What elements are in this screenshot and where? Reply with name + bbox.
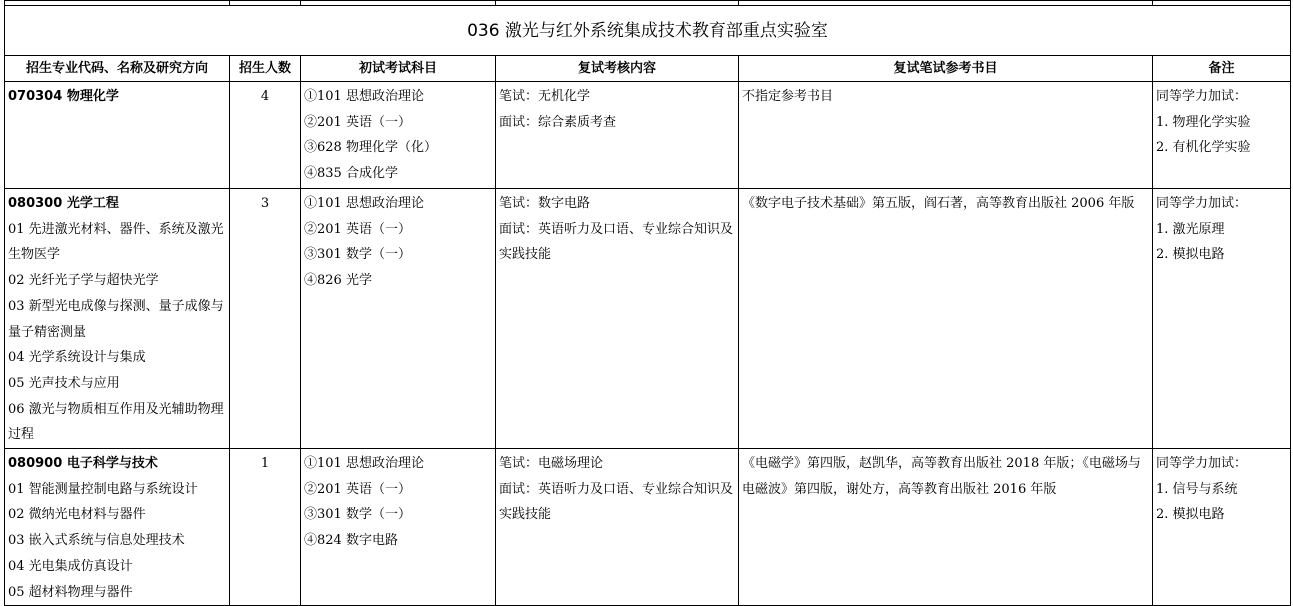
notes-cell: 同等学力加试： 1. 信号与系统 2. 模拟电路 [1153, 449, 1291, 606]
section-title-row [5, 6, 1291, 56]
direction-item: 01 先进激光材料、器件、系统及激光生物医学 [8, 221, 224, 263]
direction-item: 05 光声技术与应用 [8, 375, 120, 391]
direction-item: 05 超材料物理与器件 [8, 584, 133, 600]
header-books: 复试笔试参考书目 [739, 56, 1153, 82]
admissions-table [4, 0, 1291, 606]
retest-cell: 笔试：电磁场理论 面试：英语听力及口语、专业综合知识及实践技能 [496, 449, 739, 606]
direction-item: 03 新型光电成像与探测、量子成像与量子精密测量 [8, 298, 224, 340]
major-cell [5, 189, 230, 449]
table-row [5, 449, 1291, 606]
table-row [5, 82, 1291, 189]
direction-item: 04 光电集成仿真设计 [8, 558, 133, 574]
exam-cell: ①101 思想政治理论 ②201 英语（一） ③301 数学（一） ④824 数字电路 [301, 449, 496, 606]
books-cell: 《电磁学》第四版，赵凯华，高等教育出版社 2018 年版；《电磁场与电磁波》第四版，谢处方，高等教育出版社 2016 年版 [739, 449, 1153, 606]
header-exam: 初试考试科目 [301, 56, 496, 82]
notes-cell: 同等学力加试： 1. 激光原理 2. 模拟电路 [1153, 189, 1291, 449]
header-notes: 备注 [1153, 56, 1291, 82]
table-header-row [5, 56, 1291, 82]
direction-item: 02 微纳光电材料与器件 [8, 507, 146, 523]
count-cell: 1 [230, 449, 301, 606]
header-retest: 复试考核内容 [496, 56, 739, 82]
major-heading: 070304 物理化学 [8, 89, 119, 104]
direction-item: 03 嵌入式系统与信息处理技术 [8, 533, 185, 549]
header-count: 招生人数 [230, 56, 301, 82]
direction-item: 04 光学系统设计与集成 [8, 350, 146, 366]
books-cell: 《数字电子技术基础》第五版，阎石著，高等教育出版社 2006 年版 [739, 189, 1153, 449]
table-row [5, 189, 1291, 449]
section-title: 036 激光与红外系统集成技术教育部重点实验室 [5, 6, 1291, 56]
books-cell: 不指定参考书目 [739, 82, 1153, 189]
direction-item: 01 智能测量控制电路与系统设计 [8, 481, 198, 497]
major-heading: 080900 电子科学与技术 [8, 456, 158, 472]
major-cell [5, 82, 230, 189]
exam-cell: ①101 思想政治理论 ②201 英语（一） ③628 物理化学（化） ④835 合成化学 [301, 82, 496, 189]
notes-cell: 同等学力加试： 1. 物理化学实验 2. 有机化学实验 [1153, 82, 1291, 189]
exam-cell: ①101 思想政治理论 ②201 英语（一） ③301 数学（一） ④826 光学 [301, 189, 496, 449]
direction-item: 06 激光与物质相互作用及光辅助物理过程 [8, 401, 224, 443]
retest-cell: 笔试：无机化学 面试：综合素质考查 [496, 82, 739, 189]
count-cell: 3 [230, 189, 301, 449]
header-major: 招生专业代码、名称及研究方向 [5, 56, 230, 82]
direction-item: 02 光纤光子学与超快光学 [8, 273, 159, 289]
retest-cell: 笔试：数字电路 面试：英语听力及口语、专业综合知识及实践技能 [496, 189, 739, 449]
major-heading: 080300 光学工程 [8, 196, 119, 211]
count-cell: 4 [230, 82, 301, 189]
major-cell [5, 449, 230, 606]
